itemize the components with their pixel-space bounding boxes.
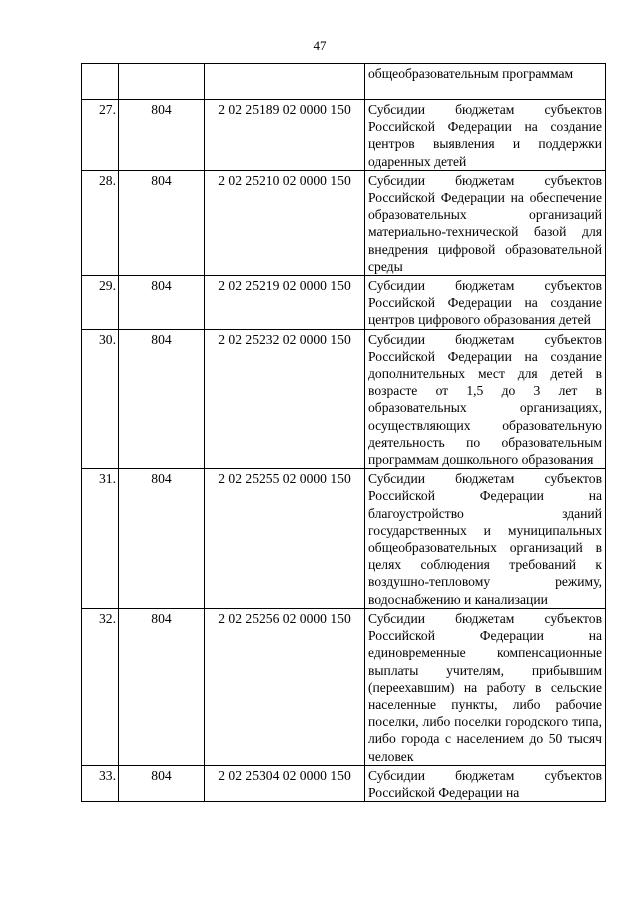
admin-code-cell: 804 xyxy=(119,608,205,765)
description-cell: Субсидии бюджетам субъектов Российской Федерации на единовременные компенсационные выплаты учителям, прибывшим (переехавшим) на работу в сельские населенные пункты, либо рабочие поселки, либо поселки городского типа, либо города с населением до 50 тысяч человек xyxy=(365,608,606,765)
description-cell: Субсидии бюджетам субъектов Российской Федерации на обеспечение образовательных организаций материально-технической базой для внедрения цифровой образовательной среды xyxy=(365,170,606,275)
row-number-cell xyxy=(82,64,119,100)
admin-code-cell: 804 xyxy=(119,765,205,801)
admin-code-cell: 804 xyxy=(119,170,205,275)
table-row xyxy=(82,170,606,275)
revenue-code-cell: 2 02 25210 02 0000 150 xyxy=(205,170,365,275)
revenue-code-cell xyxy=(205,64,365,100)
revenue-code-cell: 2 02 25255 02 0000 150 xyxy=(205,469,365,609)
description-cell: Субсидии бюджетам субъектов Российской Федерации на благоустройство зданий государственных и муниципальных общеобразовательных организаций в целях соблюдения требований к воздушно-тепловому режиму, водоснабжению и канализации xyxy=(365,469,606,609)
description-cell: Субсидии бюджетам субъектов Российской Федерации на создание центров выявления и поддержки одаренных детей xyxy=(365,100,606,171)
table-row xyxy=(82,276,606,330)
revenue-code-cell: 2 02 25256 02 0000 150 xyxy=(205,608,365,765)
admin-code-cell: 804 xyxy=(119,100,205,171)
row-number-cell: 32. xyxy=(82,608,119,765)
revenue-code-cell: 2 02 25219 02 0000 150 xyxy=(205,276,365,330)
revenue-code-cell: 2 02 25304 02 0000 150 xyxy=(205,765,365,801)
row-number-cell: 33. xyxy=(82,765,119,801)
admin-code-cell: 804 xyxy=(119,469,205,609)
description-cell: Субсидии бюджетам субъектов Российской Федерации на xyxy=(365,765,606,801)
table-row xyxy=(82,100,606,171)
description-cell: Субсидии бюджетам субъектов Российской Федерации на создание дополнительных мест для детей в возрасте от 1,5 до 3 лет в образовательных организациях, осуществляющих образовательную деятельность по образовательным программам дошкольного образования xyxy=(365,329,606,469)
description-cell: Субсидии бюджетам субъектов Российской Федерации на создание центров цифрового образования детей xyxy=(365,276,606,330)
table-row xyxy=(82,608,606,765)
admin-code-cell xyxy=(119,64,205,100)
admin-code-cell: 804 xyxy=(119,329,205,469)
revenue-code-cell: 2 02 25189 02 0000 150 xyxy=(205,100,365,171)
revenue-code-cell: 2 02 25232 02 0000 150 xyxy=(205,329,365,469)
admin-code-cell: 804 xyxy=(119,276,205,330)
table-row xyxy=(82,765,606,801)
table-row xyxy=(82,329,606,469)
table-row xyxy=(82,469,606,609)
table-row-continuation xyxy=(82,64,606,100)
row-number-cell: 27. xyxy=(82,100,119,171)
description-cell: общеобразовательным программам xyxy=(365,64,606,100)
row-number-cell: 31. xyxy=(82,469,119,609)
row-number-cell: 30. xyxy=(82,329,119,469)
page-number: 47 xyxy=(313,38,327,53)
budget-revenue-table xyxy=(81,63,606,802)
row-number-cell: 28. xyxy=(82,170,119,275)
row-number-cell: 29. xyxy=(82,276,119,330)
